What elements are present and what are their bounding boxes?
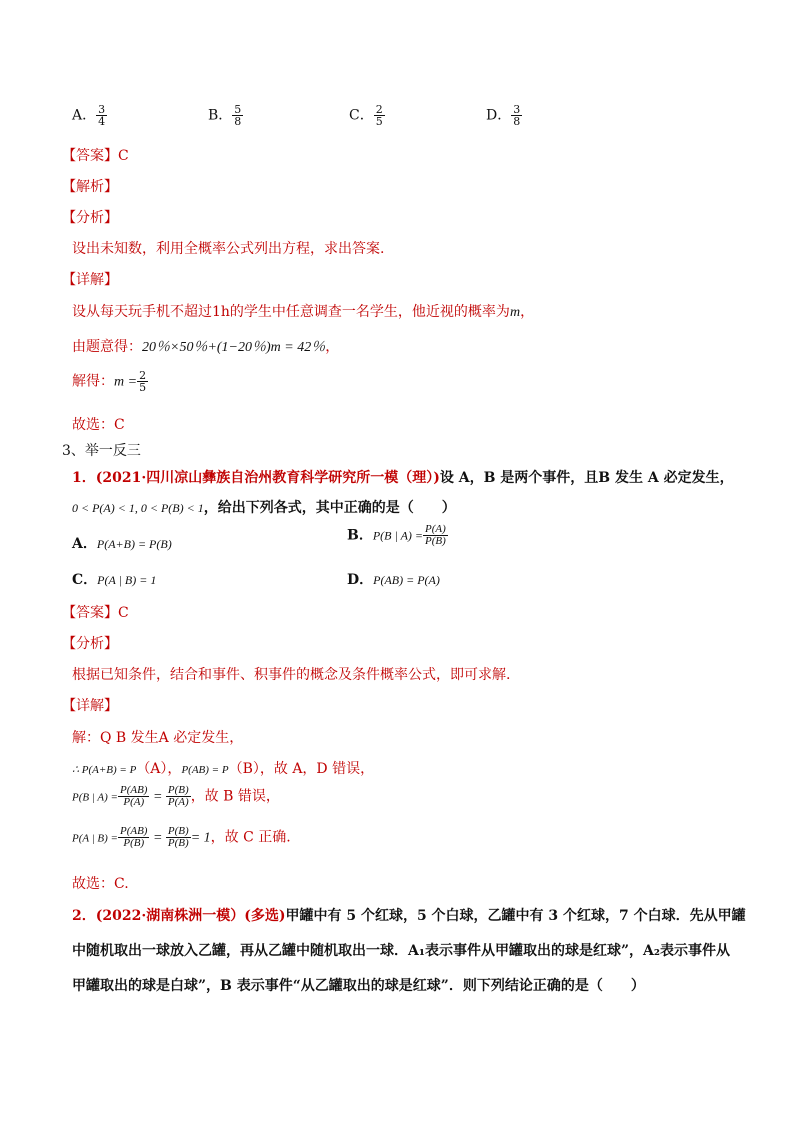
option-label: D． — [486, 107, 512, 124]
option-c: C． $\frac{2}{5}$ — [349, 103, 383, 128]
q1-detail-tag: 【详解】 — [62, 698, 118, 714]
q1-sol2: ∴ P(A+B) = P（A），P(AB) = P（B），故 A，D 错误， — [72, 761, 375, 777]
q1-sol1: 解：Q B 发生A 必定发生， — [72, 730, 244, 746]
choose-line: 故选：C — [72, 417, 125, 433]
q1-condition: 0 < P(A) < 1, 0 < P(B) < 1，给出下列各式，其中正确的是（ ） — [72, 500, 456, 516]
q1-option-a: A．P(A+B) = P(B) — [72, 536, 172, 552]
q1-option-c: C．P(A | B) = 1 — [72, 572, 157, 588]
fenxi-text: 设出未知数，利用全概率公式列出方程，求出答案. — [72, 241, 385, 257]
equation-line: 由题意得：20％×50％+(1−20％)m = 42％， — [72, 339, 340, 355]
q1-choose: 故选：C. — [72, 876, 129, 892]
option-a: A． $\frac{3}{4}$ — [72, 103, 106, 128]
q2-line3: 甲罐取出的球是白球”，B 表示事件“从乙罐取出的球是红球”．则下列结论正确的是（ ） — [72, 978, 645, 994]
solve-line: 解得：m = $\frac{2}{5}$ — [72, 369, 147, 394]
q1-head: 1．(2021·四川凉山彝族自治州教育科学研究所一模（理）)设 A，B 是两个事件，且B 发生 A 必定发生， — [72, 470, 734, 486]
q1-answer-tag: 【答案】C — [62, 605, 129, 621]
q1-fenxi-text: 根据已知条件，结合和事件、积事件的概念及条件概率公式，即可求解. — [72, 667, 511, 683]
detail-tag: 【详解】 — [62, 272, 118, 288]
section-title: 3、举一反三 — [62, 443, 141, 459]
q1-sol3: P(B | A) = $\frac{P(AB)}{P(A)}$ = $\frac{P(B)}{P(A)}$ ，故 B 错误， — [72, 784, 280, 808]
analysis-tag: 【解析】 — [62, 179, 118, 195]
q2-line1: 2．(2022·湖南株洲一模）(多选)甲罐中有 5 个红球，5 个白球，乙罐中有 3 个红球，7 个白球．先从甲罐 — [72, 908, 746, 924]
detail-line1: 设从每天玩手机不超过1h的学生中任意调查一名学生，他近视的概率为m， — [72, 304, 535, 320]
answer-tag: 【答案】C — [62, 148, 129, 164]
q1-option-b: B．P(B | A) = $\frac{P(A)}{P(B)}$ — [347, 523, 446, 547]
q2-line2: 中随机取出一球放入乙罐，再从乙罐中随机取出一球．A₁表示事件从甲罐取出的球是红球”，A₂表示事件从 — [72, 943, 731, 959]
q1-fenxi-tag: 【分析】 — [62, 636, 118, 652]
fenxi-tag: 【分析】 — [62, 210, 118, 226]
option-b: B． $\frac{5}{8}$ — [208, 103, 242, 128]
option-label: B． — [208, 107, 233, 124]
q1-sol4: P(A | B) = $\frac{P(AB)}{P(B)}$ = $\frac{P(B)}{P(B)}$ = 1，故 C 正确. — [72, 825, 291, 849]
option-d: D． $\frac{3}{8}$ — [486, 103, 521, 128]
q1-option-d: D．P(AB) = P(A) — [347, 572, 440, 588]
option-label: A． — [72, 107, 97, 124]
option-label: C． — [349, 107, 374, 124]
